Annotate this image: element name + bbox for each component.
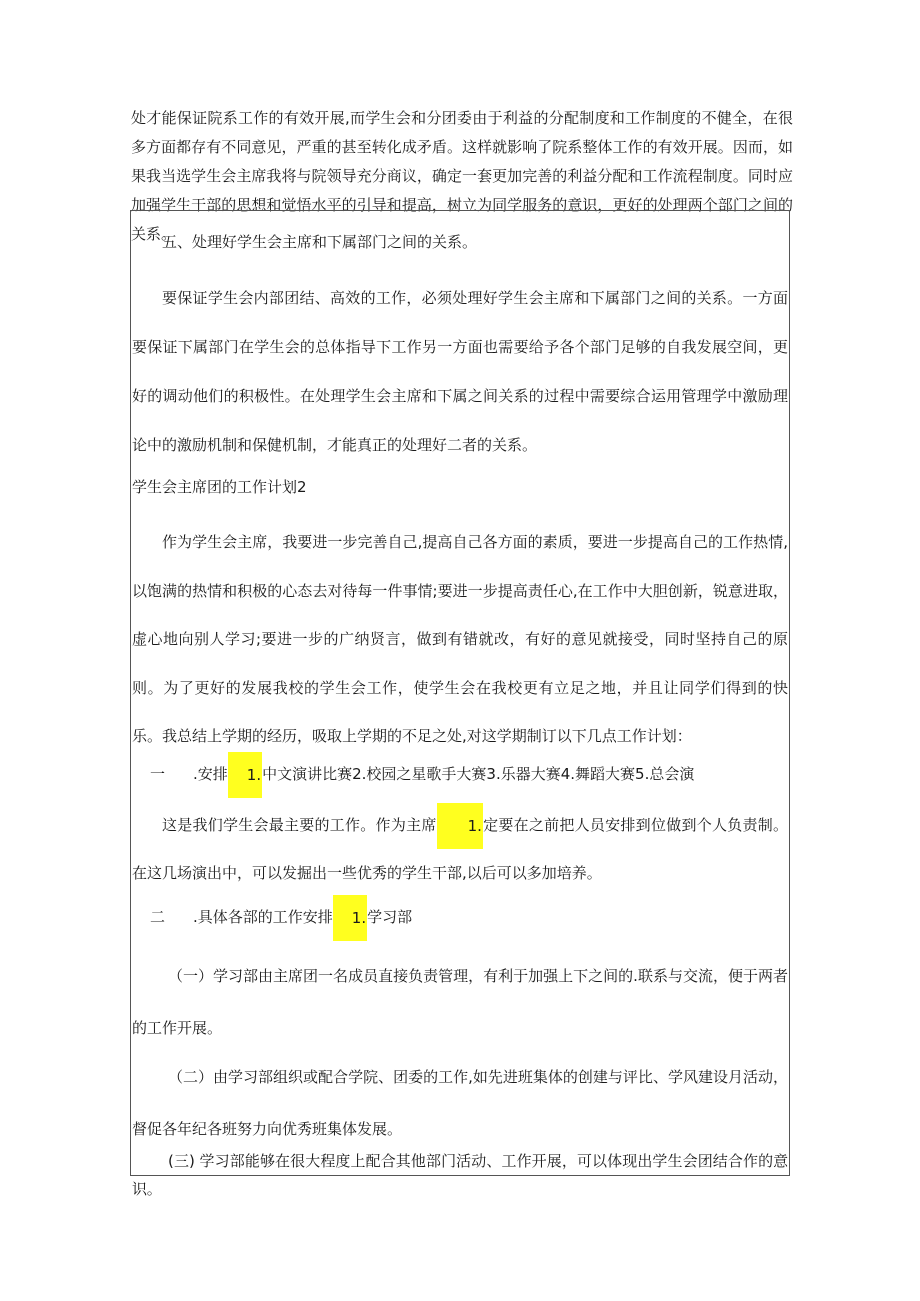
item1-highlight: 1. (228, 752, 262, 798)
study-item-1: （一）学习部由主席团一名成员直接负责管理，有利于加强上下之间的.联系与交流，便于两者的工作开展。 (132, 967, 788, 1037)
content-frame (130, 210, 790, 1198)
study-item-3: (三) 学习部能够在很大程度上配合其他部门活动、工作开展，可以体现出学生会团结合作的意识。 (132, 1152, 788, 1198)
item1-line (132, 751, 788, 798)
section5-body-text: 要保证学生会内部团结、高效的工作，必须处理好学生会主席和下属部门之间的关系。一方面要保证下属部门在学生会的总体指导下工作另一方面也需要给予各个部门足够的自我发展空间，更好的调动他们的积极性。在处理学生会主席和下属之间关系的过程中需要综合运用管理学中激励理论中的激励机制和保健机制，才能真正的处理好二者的关系。 (132, 289, 788, 454)
item2-line (132, 894, 788, 941)
item2-prefix: .具体各部的工作安排 (193, 908, 333, 926)
item2-number: 二 (150, 908, 166, 926)
plan2-title: 学生会主席团的工作计划2 (132, 478, 307, 496)
section5-title: 五、处理好学生会主席和下属部门之间的关系。 (162, 233, 478, 251)
plan2-intro: 作为学生会主席，我要进一步完善自己,提高自己各方面的素质，要进一步提高自己的工作热情,以饱满的热情和积极的心态去对待每一件事情;要进一步提高责任心,在工作中大胆创新，锐意进取，虚心地向别人学习;要进一步的广纳贤言，做到有错就改，有好的意见就接受，同时坚持自己的原则。为了更好的发展我校的学生会工作，使学生会在我校更有立足之地，并且让同学们得到的快乐。我总结上学期的经历，吸取上学期的不足之处,对这学期制订以下几点工作计划： (132, 533, 788, 745)
item1-events: 中文演讲比赛2.校园之星歌手大赛3.乐器大赛4.舞蹈大赛5.总会演 (262, 765, 695, 783)
item1-prefix: .安排 (193, 765, 228, 783)
item2-dept: 学习部 (367, 908, 413, 926)
study-item-2: （二）由学习部组织或配合学院、团委的工作,如先进班集体的创建与评比、学风建设月活动，督促各年纪各班努力向优秀班集体发展。 (132, 1068, 788, 1138)
intro-paragraph: 处才能保证院系工作的有效开展,而学生会和分团委由于利益的分配制度和工作制度的不健全，在很多方面都存有不同意见，严重的甚至转化成矛盾。这样就影响了院系整体工作的有效开展。因而，如果我当选学生会主席我将与院领导充分商议，确定一套更加完善的利益分配和工作流程制度。同时应加强学生干部的思想和觉悟水平的引导和提高，树立为同学服务的意识，更好的处理两个部门之间的关系。 (131, 109, 793, 243)
item2-highlight: 1. (333, 895, 367, 941)
item1-body-highlight: 1. (437, 803, 483, 849)
item1-body-prefix: 这是我们学生会最主要的工作。作为主席 (162, 816, 437, 834)
item1-body (132, 801, 788, 897)
section5-body (132, 274, 788, 470)
item1-body-rest: 定要在之前把人员安排到位做到个人负责制。在这几场演出中，可以发掘出一些优秀的学生干部,以后可以多加培养。 (132, 816, 788, 882)
item1-number: 一 (150, 765, 166, 783)
